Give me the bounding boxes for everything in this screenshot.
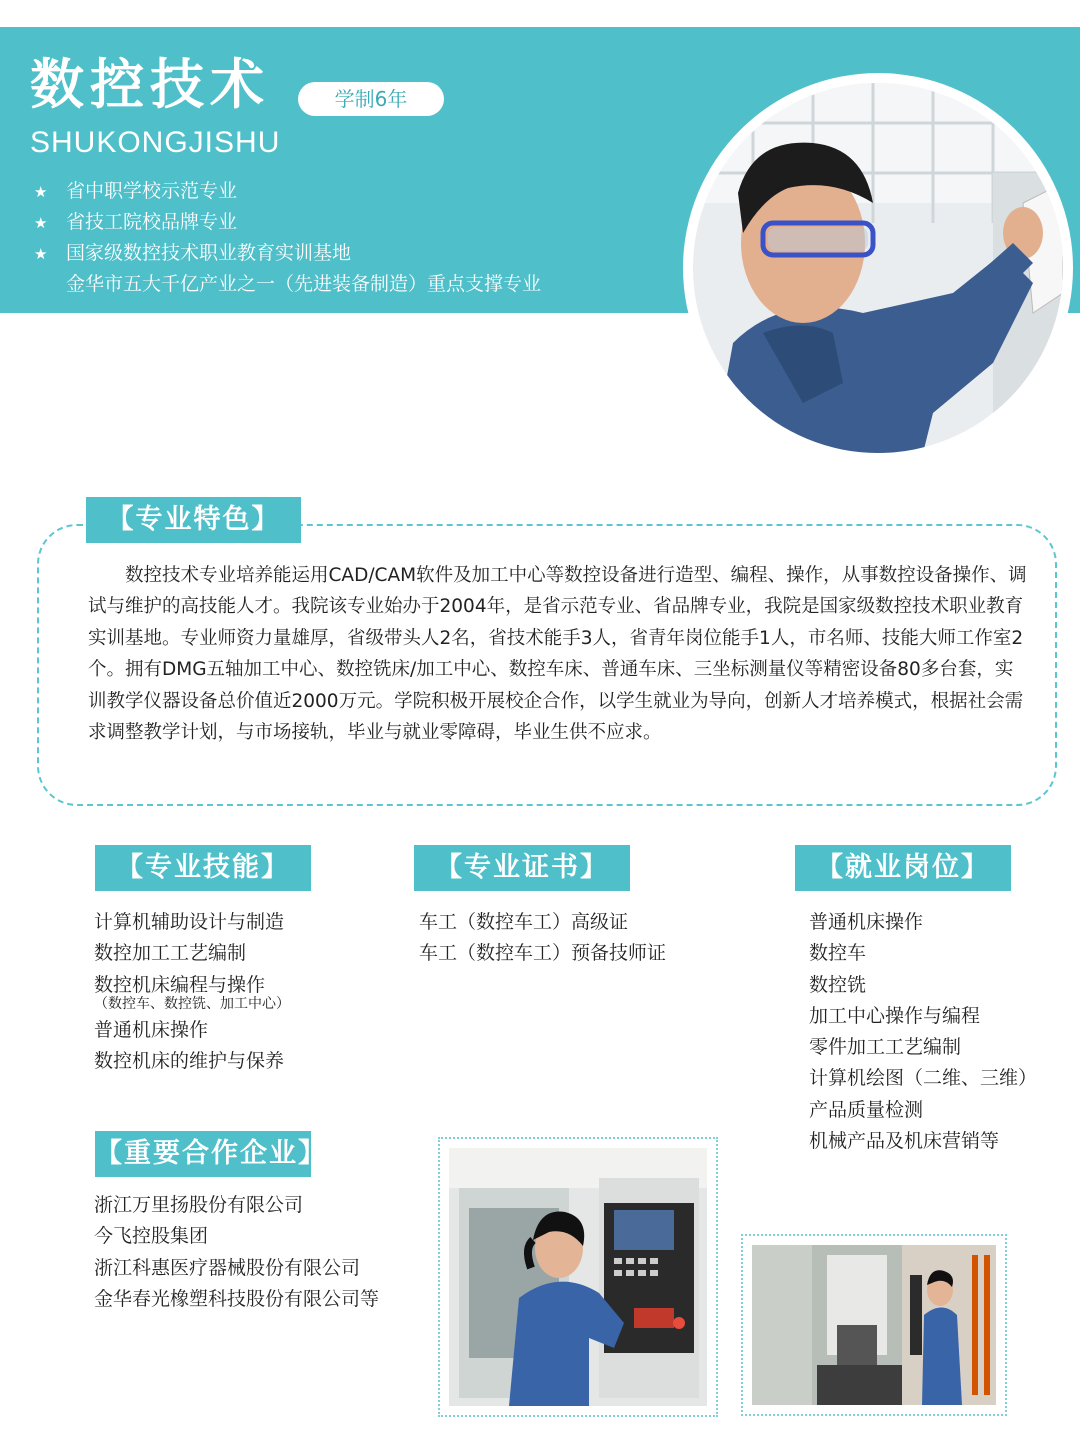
partners-list — [94, 1190, 379, 1315]
list-item: 机械产品及机床营销等 — [809, 1130, 1000, 1153]
list-item: 加工中心操作与编程 — [809, 1004, 981, 1027]
list-item: 普通机床操作 — [809, 911, 924, 933]
skills-heading: 【专业技能】 — [95, 845, 311, 891]
page-subtitle-pinyin: SHUKONGJISHU — [30, 126, 281, 159]
list-item: 数控车 — [809, 942, 867, 965]
list-item-note: （数控车、数控铣、加工中心） — [94, 995, 290, 1012]
list-item: 今飞控股集团 — [94, 1225, 209, 1248]
highlights-list — [34, 176, 541, 300]
highlight-item: ★ 国家级数控技术职业教育实训基地 — [34, 238, 541, 269]
highlight-item: 金华市五大千亿产业之一（先进装备制造）重点支撑专业 — [66, 273, 542, 295]
list-item: 零件加工工艺编制 — [809, 1036, 962, 1059]
highlight-item: ★ 省中职学校示范专业 — [34, 176, 541, 207]
list-item: 数控铣 — [809, 973, 867, 996]
jobs-list — [809, 907, 1037, 1157]
student-photo — [693, 83, 1063, 453]
list-item: 数控机床的维护与保养 — [94, 1050, 285, 1073]
machining-center-photo-frame — [741, 1234, 1007, 1416]
cnc-operator-photo-frame — [438, 1137, 718, 1417]
list-item: 普通机床操作 — [94, 1018, 209, 1041]
machining-center-photo — [752, 1245, 996, 1405]
features-paragraph: 数控技术专业培养能运用CAD/CAM软件及加工中心等数控设备进行造型、编程、操作，从事数控设备操作、调试与维护的高技能人才。我院该专业始办于2004年，是省示范专业、省品牌专业，我院是国家级数控技术职业教育实训基地。专业师资力量雄厚，省级带头人2名，省技术能手3人，省青年岗位能手1人，市名师、技能大师工作室2个。拥有DMG五轴加工中心、数控铣床/加工中心、数控车床、普通车床、三坐标测量仪等精密设备80多台套，实训教学仪器设备总价值近2000万元。学院积极开展校企合作，以学生就业为导向，创新人才培养模式，根据社会需求调整教学计划，与市场接轨，毕业与就业零障碍，毕业生供不应求。 — [88, 565, 1027, 744]
cnc-operator-photo — [449, 1148, 707, 1406]
page-title: 数控技术 — [30, 53, 270, 116]
certificates-heading: 【专业证书】 — [414, 845, 630, 891]
list-item: 车工（数控车工）预备技师证 — [419, 942, 667, 965]
certificates-list — [419, 907, 666, 970]
star-icon: ★ — [34, 245, 48, 263]
list-item: 计算机辅助设计与制造 — [94, 911, 285, 933]
list-item: 产品质量检测 — [809, 1098, 924, 1121]
skills-list — [94, 907, 290, 1077]
student-photo-frame — [683, 73, 1073, 463]
star-icon: ★ — [34, 183, 48, 201]
list-item: 计算机绘图（二维、三维） — [809, 1067, 1038, 1090]
highlight-item: ★ 省技工院校品牌专业 — [34, 207, 541, 238]
list-item: 浙江科惠医疗器械股份有限公司 — [94, 1256, 361, 1279]
list-item: 车工（数控车工）高级证 — [419, 911, 629, 933]
list-item: 数控机床编程与操作 — [94, 973, 266, 996]
features-heading: 【专业特色】 — [86, 497, 301, 543]
duration-badge: 学制6年 — [298, 82, 444, 116]
list-item: 金华春光橡塑科技股份有限公司等 — [94, 1287, 380, 1310]
list-item: 浙江万里扬股份有限公司 — [94, 1194, 304, 1216]
partners-heading: 【重要合作企业】 — [95, 1131, 311, 1177]
jobs-heading: 【就业岗位】 — [795, 845, 1011, 891]
star-icon: ★ — [34, 214, 48, 232]
list-item: 数控加工工艺编制 — [94, 942, 247, 965]
